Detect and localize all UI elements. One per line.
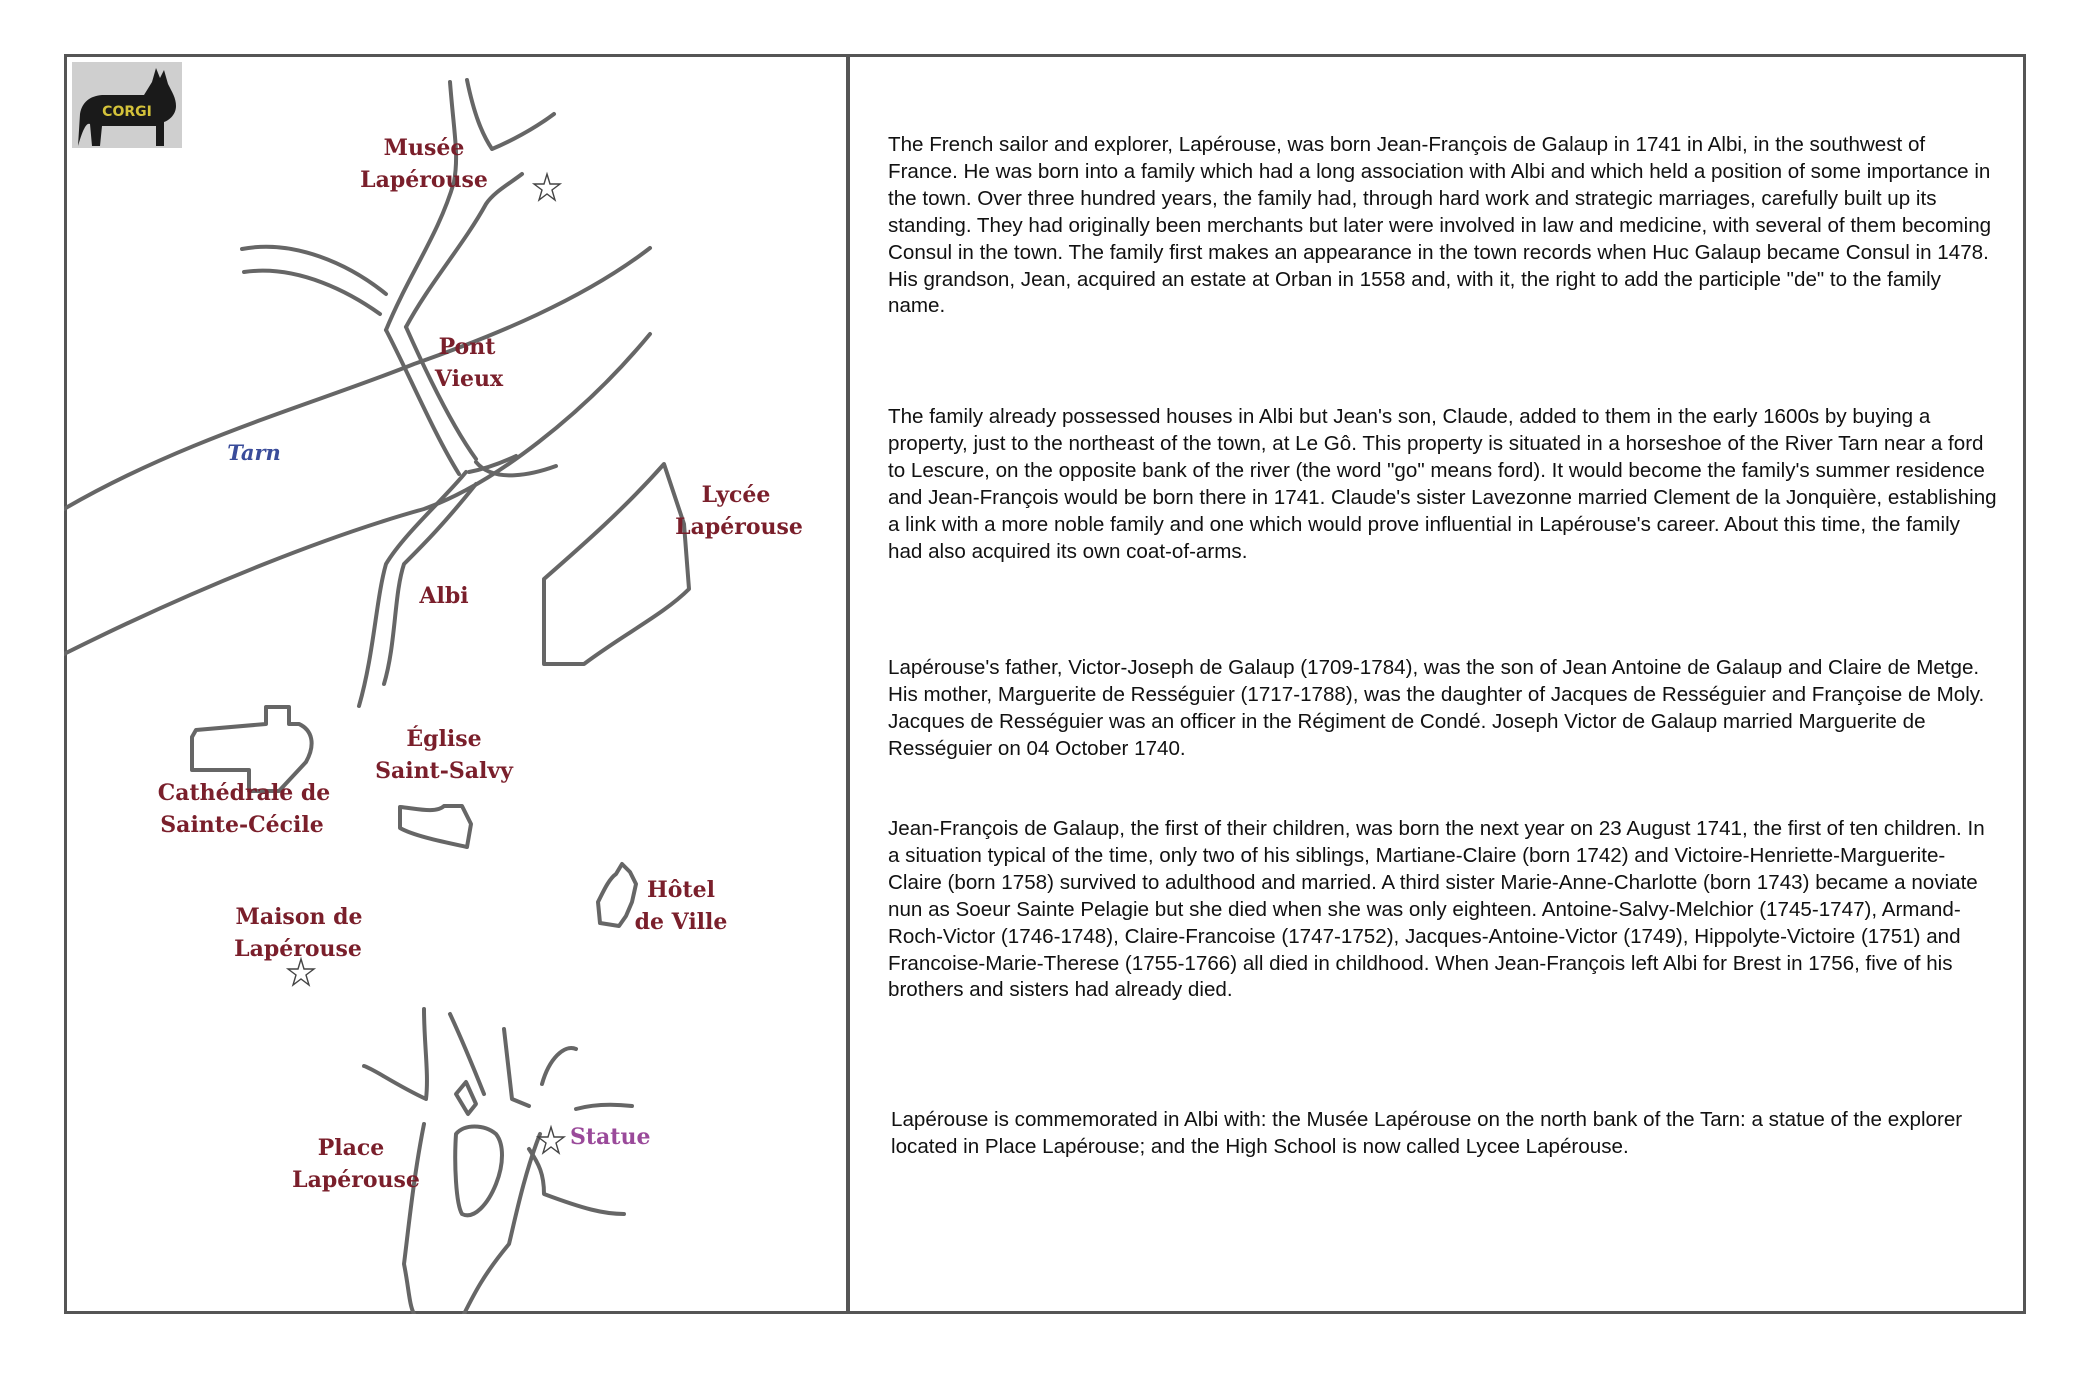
musee-label-line2: Lapérouse (360, 167, 488, 193)
albi-label: Albi (419, 583, 469, 609)
place-road-1 (364, 1009, 427, 1099)
logo-text: CORGI (102, 104, 152, 120)
eglise-block (400, 806, 471, 847)
cathedrale-label-line1: Cathédrale de (157, 780, 331, 806)
place-road-4 (542, 1048, 576, 1084)
place-road-south-west (404, 1124, 424, 1314)
paragraph-parents: Lapérouse's father, Victor-Joseph de Galaup (1709-1784), was the son of Jean Antoine de Galaup and Claire de Metge. His mother, Marguerite de Rességuier (1717-1788), was the daughter of Jacques de Rességuier and Françoise de Moly. Jacques de Rességuier was an officer in the Régiment de Condé. Joseph Victor de Galaup married Marguerite de Rességuier on 04 October 1740. (888, 656, 1985, 760)
pont-vieux-label-line1: Pont (438, 334, 496, 360)
albi-street-map (64, 54, 850, 1314)
place-road-east (529, 1149, 624, 1214)
statue-star-icon (538, 1127, 564, 1153)
lycee-label-line2: Lapérouse (675, 514, 803, 540)
place-road-3 (504, 1029, 529, 1106)
musee-road (467, 80, 554, 149)
corgi-logo (72, 62, 182, 148)
hotel-de-ville-label-line2: de Ville (634, 909, 728, 935)
place-island-large (455, 1127, 502, 1216)
paragraph-le-go: The family already possessed houses in Albi but Jean's son, Claude, added to them in the early 1600s by buying a property, just to the northeast of the town, at Le Gô. This property is situated in a horseshoe of the River Tarn near a ford to Lescure, on the opposite bank of the river (the word "go" means ford). It would become the family's summer residence and Jean-François would be born there in 1741. Claude's sister Lavezonne married Clement de la Jonquière, establishing a link with a more noble family and one which would prove influential in Lapérouse's career. About this time, the family had also acquired its own coat-of-arms. (888, 405, 1997, 563)
hotel-de-ville-block (598, 864, 636, 926)
musee-label-line1: Musée (383, 135, 465, 161)
lycee-label-line1: Lycée (701, 482, 771, 508)
lycee-block (544, 464, 689, 664)
albi-main-road-east (384, 462, 556, 684)
corgi-dog-icon (72, 62, 182, 148)
river-south-bank (64, 334, 650, 654)
eglise-label-line2: Saint-Salvy (375, 758, 513, 784)
cathedrale-block (192, 707, 312, 791)
musee-star-icon (534, 174, 560, 200)
tarn-river-label: Tarn (227, 440, 281, 465)
map-panel (64, 54, 850, 1314)
north-road-west (386, 82, 456, 330)
place-road-5 (576, 1105, 632, 1109)
maison-label-line1: Maison de (235, 904, 363, 930)
hotel-de-ville-label-line1: Hôtel (647, 877, 715, 903)
maison-star-icon (288, 959, 314, 985)
river-north-bank (64, 248, 650, 509)
eglise-label-line1: Église (406, 726, 482, 752)
cathedrale-label-line2: Sainte-Cécile (160, 812, 324, 838)
paragraph-siblings: Jean-François de Galaup, the first of their children, was born the next year on 23 August 1741, the first of ten children. In a situation typical of the time, only two of his siblings, Martiane-Claire (born 1742) and Victoire-Henriette-Marguerite-Claire (born 1758) survived to adulthood and married. A third sister Marie-Anne-Charlotte (born 1743) became a noviate nun as Soeur Sainte Pelagie but she died when she was only eighteen. Antoine-Salvy-Melchior (1745-1747), Armand-Roch-Victor (1746-1748), Claire-Francoise (1747-1752), Jacques-Antoine-Victor (1749), Hippolyte-Victoire (1751) and Francoise-Marie-Therese (1755-1766) all died in childhood. When Jean-François left Albi for Brest in 1756, five of his brothers and sisters had already died. (888, 817, 1985, 1002)
maison-label-line2: Lapérouse (234, 936, 362, 962)
place-label-line1: Place (317, 1135, 385, 1161)
place-label-line2: Lapérouse (292, 1167, 420, 1193)
statue-label: Statue (570, 1124, 651, 1150)
place-island-small (456, 1082, 476, 1114)
paragraph-origins: The French sailor and explorer, Lapérouse, was born Jean-François de Galaup in 1741 in Albi, in the southwest of France. He was born into a family which had a long association with Albi and which held a position of some importance in the town. Over three hundred years, the family had, through hard work and strategic marriages, carefully built up its standing. They had originally been merchants but later were involved in law and medicine, with several of them becoming Consul in the town. The family first makes an appearance in the town records when Huc Galaup became Consul in 1478. His grandson, Jean, acquired an estate at Orban in 1558 and, with it, the right to add the participle "de" to the family name. (888, 133, 1992, 318)
pont-vieux-label-line2: Vieux (434, 366, 504, 392)
paragraph-commemoration: Lapérouse is commemorated in Albi with: the Musée Lapérouse on the north bank of the Tarn: a statue of the explorer located in Place Lapérouse; and the High School is now called Lycee Lapérouse. (891, 1108, 1963, 1158)
